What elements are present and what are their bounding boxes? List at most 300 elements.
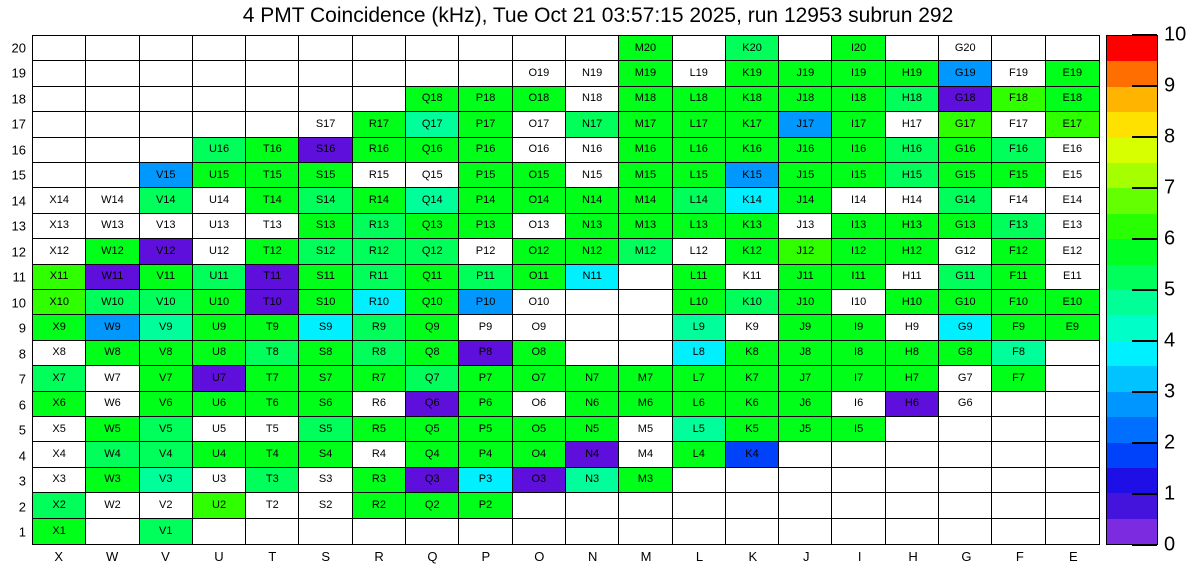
cell-F16: F16 [992, 138, 1045, 163]
cell-M3: M3 [619, 468, 672, 493]
colorbar-label-9: 9 [1164, 74, 1176, 97]
cell-Q13: Q13 [406, 214, 459, 239]
cell-L5: L5 [673, 417, 726, 442]
cell-O9: O9 [513, 315, 566, 340]
cell-I11: I11 [832, 265, 885, 290]
cell-F12: F12 [992, 239, 1045, 264]
x-tick-O: O [534, 549, 545, 564]
cell-K10: K10 [726, 290, 779, 315]
cell-L18: L18 [673, 87, 726, 112]
cell-L7: L7 [673, 366, 726, 391]
cell-S5: S5 [299, 417, 352, 442]
cell-F20 [992, 36, 1045, 61]
cell-N6: N6 [566, 392, 619, 417]
cell-Q19 [406, 61, 459, 86]
cell-W13: W13 [86, 214, 139, 239]
cell-J7: J7 [779, 366, 832, 391]
cell-R20 [353, 36, 406, 61]
cell-R3: R3 [353, 468, 406, 493]
colorbar-band-4 [1107, 417, 1157, 442]
colorbar-band-6 [1107, 366, 1157, 391]
y-tick-11: 11 [12, 269, 26, 285]
x-tick-H: H [908, 549, 918, 564]
cell-T14: T14 [246, 188, 299, 213]
cell-M9 [619, 315, 672, 340]
cell-O2 [513, 493, 566, 518]
cell-F7: F7 [992, 366, 1045, 391]
cell-H18: H18 [886, 87, 939, 112]
cell-Q10: Q10 [406, 290, 459, 315]
cell-G7: G7 [939, 366, 992, 391]
colorbar-tick-8 [1132, 136, 1157, 138]
cell-E14: E14 [1046, 188, 1099, 213]
cell-T18 [246, 87, 299, 112]
cell-S4: S4 [299, 442, 352, 467]
cell-Q4: Q4 [406, 442, 459, 467]
cell-S13: S13 [299, 214, 352, 239]
y-tick-13: 13 [11, 218, 26, 234]
cell-J4 [779, 442, 832, 467]
cell-K15: K15 [726, 163, 779, 188]
cell-H2 [886, 493, 939, 518]
cell-M13: M13 [619, 214, 672, 239]
cell-P5: P5 [459, 417, 512, 442]
cell-Q11: Q11 [406, 265, 459, 290]
cell-W4: W4 [86, 442, 139, 467]
y-tick-5: 5 [18, 422, 26, 438]
cell-U14: U14 [193, 188, 246, 213]
cell-X2: X2 [33, 493, 86, 518]
cell-R15: R15 [353, 163, 406, 188]
cell-U10: U10 [193, 290, 246, 315]
cell-K11: K11 [726, 265, 779, 290]
cell-K14: K14 [726, 188, 779, 213]
cell-I8: I8 [832, 341, 885, 366]
cell-K18: K18 [726, 87, 779, 112]
colorbar-tick-0 [1132, 544, 1157, 546]
cell-E18: E18 [1046, 87, 1099, 112]
cell-I14: I14 [832, 188, 885, 213]
cell-I15: I15 [832, 163, 885, 188]
cell-E5 [1046, 417, 1099, 442]
cell-O17: O17 [513, 112, 566, 137]
cell-X1: X1 [33, 519, 86, 544]
cell-X12: X12 [33, 239, 86, 264]
y-tick-4: 4 [18, 448, 26, 464]
cell-E11: E11 [1046, 265, 1099, 290]
colorbar-label-0: 0 [1164, 533, 1176, 556]
cell-K4: K4 [726, 442, 779, 467]
cell-U1 [193, 519, 246, 544]
cell-V8: V8 [140, 341, 193, 366]
cell-K19: K19 [726, 61, 779, 86]
cell-N10 [566, 290, 619, 315]
colorbar-band-11 [1107, 239, 1157, 264]
cell-J6: J6 [779, 392, 832, 417]
cell-H5 [886, 417, 939, 442]
cell-L13: L13 [673, 214, 726, 239]
cell-S2: S2 [299, 493, 352, 518]
x-tick-S: S [321, 549, 331, 564]
cell-N9 [566, 315, 619, 340]
cell-H3 [886, 468, 939, 493]
cell-T19 [246, 61, 299, 86]
cell-K9: K9 [726, 315, 779, 340]
cell-L12: L12 [673, 239, 726, 264]
cell-G13: G13 [939, 214, 992, 239]
cell-I16: I16 [832, 138, 885, 163]
colorbar-band-5 [1107, 392, 1157, 417]
cell-K1 [726, 519, 779, 544]
cell-K20: K20 [726, 36, 779, 61]
cell-V19 [140, 61, 193, 86]
cell-V7: V7 [140, 366, 193, 391]
cell-V15: V15 [140, 163, 193, 188]
cell-J13: J13 [779, 214, 832, 239]
cell-U11: U11 [193, 265, 246, 290]
cell-G14: G14 [939, 188, 992, 213]
cell-U18 [193, 87, 246, 112]
cell-T20 [246, 36, 299, 61]
cell-T13: T13 [246, 214, 299, 239]
cell-W20 [86, 36, 139, 61]
cell-S15: S15 [299, 163, 352, 188]
cell-F9: F9 [992, 315, 1045, 340]
cell-M16: M16 [619, 138, 672, 163]
colorbar-band-18 [1107, 61, 1157, 86]
cell-V14: V14 [140, 188, 193, 213]
cell-V16 [140, 138, 193, 163]
cell-E13: E13 [1046, 214, 1099, 239]
cell-R7: R7 [353, 366, 406, 391]
cell-P4: P4 [459, 442, 512, 467]
cell-Q3: Q3 [406, 468, 459, 493]
cell-L10: L10 [673, 290, 726, 315]
colorbar-band-0 [1107, 519, 1157, 544]
cell-L16: L16 [673, 138, 726, 163]
cell-M7: M7 [619, 366, 672, 391]
cell-I19: I19 [832, 61, 885, 86]
colorbar-band-2 [1107, 468, 1157, 493]
x-tick-V: V [161, 549, 170, 564]
cell-X8: X8 [33, 341, 86, 366]
cell-X5: X5 [33, 417, 86, 442]
cell-J2 [779, 493, 832, 518]
cell-J12: J12 [779, 239, 832, 264]
cell-W11: W11 [86, 265, 139, 290]
cell-F4 [992, 442, 1045, 467]
cell-Q6: Q6 [406, 392, 459, 417]
colorbar-tick-1 [1132, 493, 1157, 495]
cell-E2 [1046, 493, 1099, 518]
y-tick-1: 1 [18, 524, 26, 540]
cell-I4 [832, 442, 885, 467]
y-tick-18: 18 [11, 91, 26, 107]
cell-R16: R16 [353, 138, 406, 163]
cell-M15: M15 [619, 163, 672, 188]
cell-E10: E10 [1046, 290, 1099, 315]
cell-I17: I17 [832, 112, 885, 137]
cell-V9: V9 [140, 315, 193, 340]
cell-S1 [299, 519, 352, 544]
cell-E19: E19 [1046, 61, 1099, 86]
cell-P20 [459, 36, 512, 61]
cell-P10: P10 [459, 290, 512, 315]
cell-T11: T11 [246, 265, 299, 290]
cell-K3 [726, 468, 779, 493]
cell-N13: N13 [566, 214, 619, 239]
cell-X17 [33, 112, 86, 137]
x-tick-J: J [803, 549, 810, 564]
y-tick-12: 12 [11, 244, 26, 260]
cell-X18 [33, 87, 86, 112]
cell-K5: K5 [726, 417, 779, 442]
colorbar-label-7: 7 [1164, 176, 1176, 199]
colorbar-label-5: 5 [1164, 278, 1176, 301]
cell-M17: M17 [619, 112, 672, 137]
cell-X7: X7 [33, 366, 86, 391]
cell-J8: J8 [779, 341, 832, 366]
cell-L4: L4 [673, 442, 726, 467]
cell-S20 [299, 36, 352, 61]
cell-F3 [992, 468, 1045, 493]
colorbar-tick-5 [1132, 289, 1157, 291]
colorbar-label-4: 4 [1164, 329, 1176, 352]
chart-title: 4 PMT Coincidence (kHz), Tue Oct 21 03:57:15 2025, run 12953 subrun 292 [242, 4, 954, 27]
y-tick-15: 15 [11, 167, 26, 183]
cell-P17: P17 [459, 112, 512, 137]
cell-W1 [86, 519, 139, 544]
cell-N15: N15 [566, 163, 619, 188]
cell-O13: O13 [513, 214, 566, 239]
colorbar-label-6: 6 [1164, 227, 1176, 250]
cell-P1 [459, 519, 512, 544]
cell-T1 [246, 519, 299, 544]
cell-P15: P15 [459, 163, 512, 188]
cell-M12: M12 [619, 239, 672, 264]
cell-T15: T15 [246, 163, 299, 188]
colorbar-band-7 [1107, 341, 1157, 366]
cell-E3 [1046, 468, 1099, 493]
cell-P16: P16 [459, 138, 512, 163]
cell-W7: W7 [86, 366, 139, 391]
cell-M8 [619, 341, 672, 366]
cell-L1 [673, 519, 726, 544]
cell-F10: F10 [992, 290, 1045, 315]
cell-O3: O3 [513, 468, 566, 493]
cell-Q12: Q12 [406, 239, 459, 264]
cell-N5: N5 [566, 417, 619, 442]
cell-K6: K6 [726, 392, 779, 417]
y-tick-2: 2 [18, 499, 26, 515]
cell-O5: O5 [513, 417, 566, 442]
cell-L8: L8 [673, 341, 726, 366]
cell-W18 [86, 87, 139, 112]
cell-N7: N7 [566, 366, 619, 391]
cell-I20: I20 [832, 36, 885, 61]
cell-I7: I7 [832, 366, 885, 391]
cell-Q8: Q8 [406, 341, 459, 366]
cell-I6: I6 [832, 392, 885, 417]
cell-J18: J18 [779, 87, 832, 112]
cell-F18: F18 [992, 87, 1045, 112]
cell-L9: L9 [673, 315, 726, 340]
cell-G5 [939, 417, 992, 442]
cell-N16: N16 [566, 138, 619, 163]
colorbar-tick-4 [1132, 340, 1157, 342]
cell-S12: S12 [299, 239, 352, 264]
cell-S11: S11 [299, 265, 352, 290]
cell-R9: R9 [353, 315, 406, 340]
cell-E1 [1046, 519, 1099, 544]
cell-E17: E17 [1046, 112, 1099, 137]
cell-X9: X9 [33, 315, 86, 340]
cell-F19: F19 [992, 61, 1045, 86]
x-tick-W: W [105, 549, 119, 564]
colorbar-band-16 [1107, 112, 1157, 137]
cell-L19: L19 [673, 61, 726, 86]
colorbar-band-15 [1107, 138, 1157, 163]
cell-X19 [33, 61, 86, 86]
cell-X11: X11 [33, 265, 86, 290]
cell-X6: X6 [33, 392, 86, 417]
cell-W9: W9 [86, 315, 139, 340]
cell-W8: W8 [86, 341, 139, 366]
cell-W2: W2 [86, 493, 139, 518]
cell-L20 [673, 36, 726, 61]
cell-T10: T10 [246, 290, 299, 315]
y-tick-19: 19 [11, 65, 26, 81]
x-tick-F: F [1015, 549, 1024, 564]
cell-O16: O16 [513, 138, 566, 163]
cell-P7: P7 [459, 366, 512, 391]
cell-T8: T8 [246, 341, 299, 366]
cell-O14: O14 [513, 188, 566, 213]
cell-T3: T3 [246, 468, 299, 493]
cell-X20 [33, 36, 86, 61]
cell-X4: X4 [33, 442, 86, 467]
cell-R6: R6 [353, 392, 406, 417]
cell-U6: U6 [193, 392, 246, 417]
cell-F13: F13 [992, 214, 1045, 239]
cell-I9: I9 [832, 315, 885, 340]
cell-H17: H17 [886, 112, 939, 137]
cell-L2 [673, 493, 726, 518]
cell-V11: V11 [140, 265, 193, 290]
colorbar-tick-9 [1132, 85, 1157, 87]
colorbar-label-10: 10 [1164, 23, 1187, 46]
cell-H6: H6 [886, 392, 939, 417]
cell-G8: G8 [939, 341, 992, 366]
cell-J17: J17 [779, 112, 832, 137]
cell-H1 [886, 519, 939, 544]
cell-K17: K17 [726, 112, 779, 137]
cell-H12: H12 [886, 239, 939, 264]
x-tick-P: P [481, 549, 491, 564]
cell-H13: H13 [886, 214, 939, 239]
cell-S10: S10 [299, 290, 352, 315]
y-tick-9: 9 [18, 320, 26, 336]
cell-M19: M19 [619, 61, 672, 86]
cell-H16: H16 [886, 138, 939, 163]
cell-S14: S14 [299, 188, 352, 213]
cell-M4: M4 [619, 442, 672, 467]
cell-U15: U15 [193, 163, 246, 188]
cell-U19 [193, 61, 246, 86]
cell-P9: P9 [459, 315, 512, 340]
cell-W6: W6 [86, 392, 139, 417]
cell-N2 [566, 493, 619, 518]
cell-S18 [299, 87, 352, 112]
cell-G3 [939, 468, 992, 493]
colorbar-band-10 [1107, 265, 1157, 290]
cell-L14: L14 [673, 188, 726, 213]
cell-V10: V10 [140, 290, 193, 315]
cell-T7: T7 [246, 366, 299, 391]
cell-O18: O18 [513, 87, 566, 112]
cell-U9: U9 [193, 315, 246, 340]
cell-P19 [459, 61, 512, 86]
cell-F11: F11 [992, 265, 1045, 290]
cell-S7: S7 [299, 366, 352, 391]
x-tick-Q: Q [427, 549, 438, 564]
cell-H15: H15 [886, 163, 939, 188]
cell-J15: J15 [779, 163, 832, 188]
cell-N8 [566, 341, 619, 366]
cell-F14: F14 [992, 188, 1045, 213]
cell-H10: H10 [886, 290, 939, 315]
cell-Q15: Q15 [406, 163, 459, 188]
cell-V20 [140, 36, 193, 61]
cell-U8: U8 [193, 341, 246, 366]
cell-V12: V12 [140, 239, 193, 264]
colorbar-label-1: 1 [1164, 482, 1176, 505]
colorbar-band-3 [1107, 443, 1157, 468]
y-tick-3: 3 [18, 473, 26, 489]
cell-N1 [566, 519, 619, 544]
cell-Q1 [406, 519, 459, 544]
cell-P11: P11 [459, 265, 512, 290]
cell-X10: X10 [33, 290, 86, 315]
cell-K8: K8 [726, 341, 779, 366]
colorbar-band-13 [1107, 188, 1157, 213]
cell-G18: G18 [939, 87, 992, 112]
cell-N12: N12 [566, 239, 619, 264]
cell-F1 [992, 519, 1045, 544]
cell-Q9: Q9 [406, 315, 459, 340]
x-tick-K: K [748, 549, 758, 564]
cell-H9: H9 [886, 315, 939, 340]
cell-P12: P12 [459, 239, 512, 264]
cell-J16: J16 [779, 138, 832, 163]
cell-M20: M20 [619, 36, 672, 61]
cell-W19 [86, 61, 139, 86]
cell-R13: R13 [353, 214, 406, 239]
x-tick-I: I [857, 549, 862, 564]
cell-P18: P18 [459, 87, 512, 112]
cell-S3: S3 [299, 468, 352, 493]
cell-U17 [193, 112, 246, 137]
cell-U5: U5 [193, 417, 246, 442]
cell-E15: E15 [1046, 163, 1099, 188]
cell-Q7: Q7 [406, 366, 459, 391]
cell-H8: H8 [886, 341, 939, 366]
cell-S19 [299, 61, 352, 86]
cell-S16: S16 [299, 138, 352, 163]
cell-G16: G16 [939, 138, 992, 163]
cell-R2: R2 [353, 493, 406, 518]
cell-M10 [619, 290, 672, 315]
